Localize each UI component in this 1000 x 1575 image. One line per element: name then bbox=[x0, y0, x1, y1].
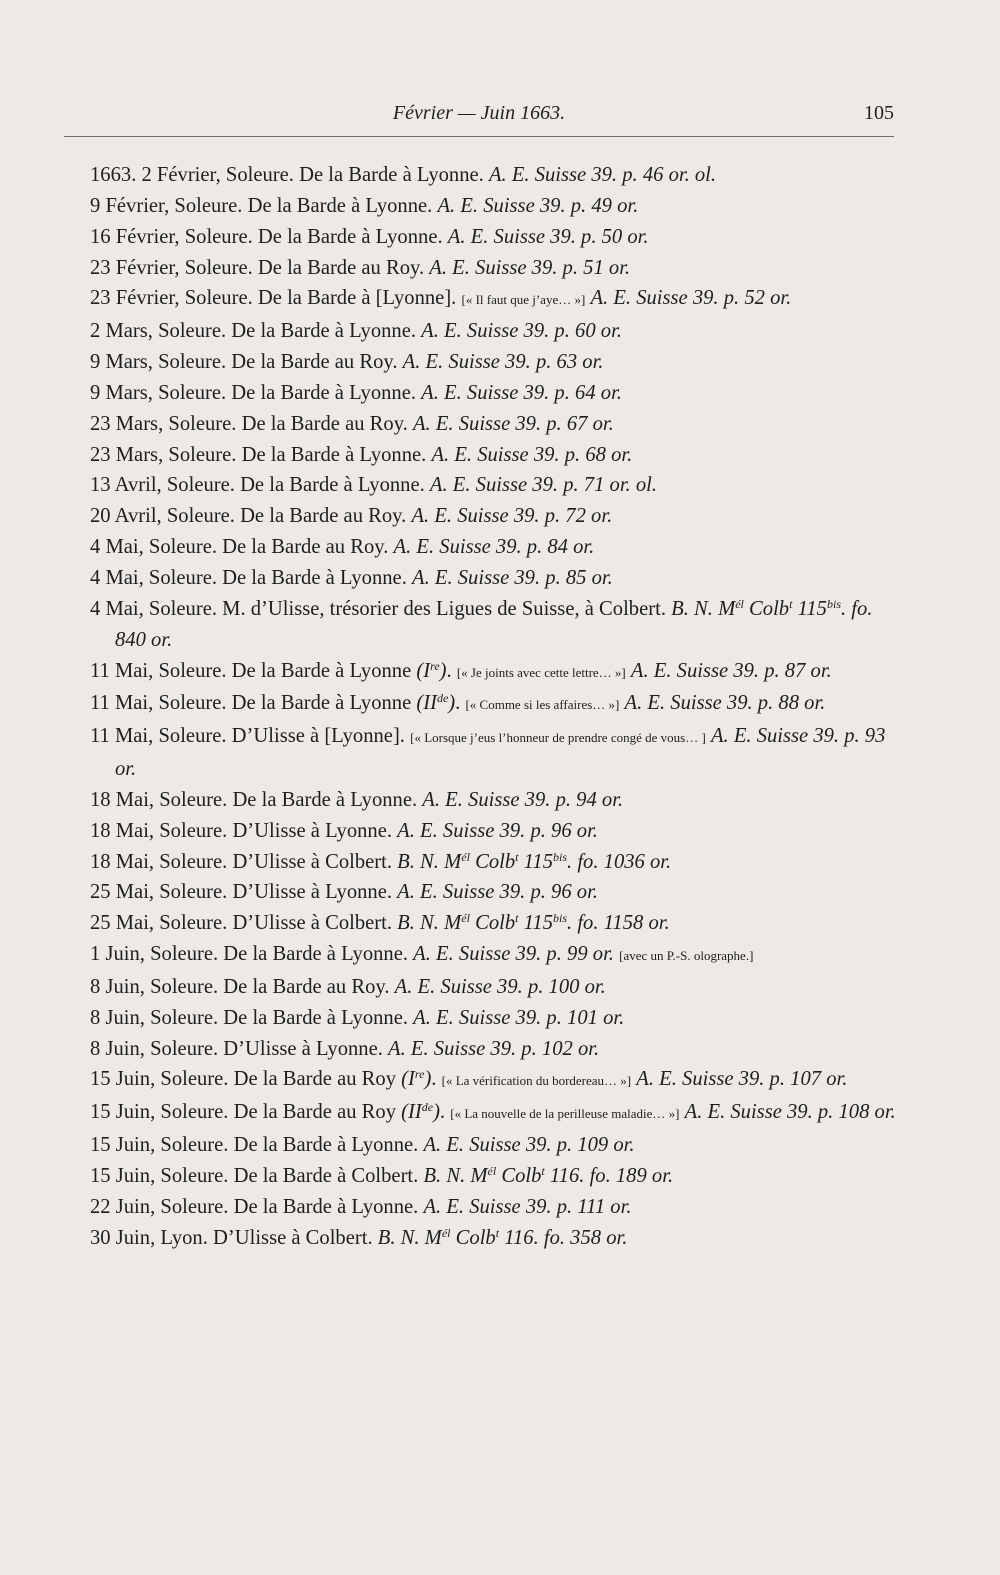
entry-citation: A. E. Suisse 39. p. 72 or. bbox=[411, 505, 613, 528]
register-entry bbox=[90, 939, 896, 972]
entry-citation: A. E. Suisse 39. p. 52 or. bbox=[590, 287, 792, 310]
entry-parties: De la Barde à Lyonne. bbox=[241, 443, 427, 466]
entry-place: Soleure. bbox=[184, 256, 258, 279]
entry-citation: A. E. Suisse 39. p. 50 or. bbox=[447, 225, 649, 248]
entry-date: 2 Mars, bbox=[90, 320, 159, 343]
entry-place: Soleure. bbox=[159, 912, 233, 935]
entry-parties: De la Barde à [Lyonne]. bbox=[257, 287, 457, 310]
entry-place: Soleure. bbox=[158, 725, 232, 748]
register-entry bbox=[90, 501, 896, 532]
entry-date: 15 Juin, bbox=[90, 1068, 161, 1091]
entry-citation: A. E. Suisse 39. p. 67 or. bbox=[412, 412, 614, 435]
entry-citation: A. E. Suisse 39. p. 63 or. bbox=[402, 351, 604, 374]
register-entry bbox=[90, 253, 896, 284]
entry-parties: De la Barde au Roy. bbox=[257, 256, 425, 279]
entry-place: Soleure. bbox=[160, 1165, 234, 1187]
entry-parties: De la Barde à Lyonne. bbox=[223, 943, 408, 966]
entry-parties: D’Ulisse à Colbert. bbox=[232, 850, 393, 873]
entry-parties: De la Barde au Roy. bbox=[223, 975, 390, 998]
entry-incipit: [« Il faut que j’aye… »] bbox=[461, 292, 586, 308]
entry-parties: De la Barde au Roy (IIde). bbox=[233, 1100, 446, 1124]
entry-citation: B. N. $M^{él}$ Colb$^t$ $115^{bis}$. fo. 1036 or. bbox=[397, 849, 672, 873]
entry-place: Soleure. bbox=[150, 1006, 224, 1029]
register-entry bbox=[90, 785, 896, 816]
register-entry bbox=[90, 1223, 896, 1254]
entry-place: Soleure. bbox=[158, 692, 232, 715]
entry-date: 11 Mai, bbox=[90, 659, 159, 682]
entry-citation: A. E. Suisse 39. p. 85 or. bbox=[412, 566, 613, 589]
entry-place: Soleure. bbox=[168, 412, 242, 435]
entry-date: 8 Juin, bbox=[90, 975, 151, 998]
entry-date: 1 Juin, bbox=[90, 943, 151, 966]
entry-citation: A. E. Suisse 39. p. 87 or. bbox=[630, 659, 832, 682]
entry-citation: B. N. $M^{él}$ Colb$^t$ $115^{bis}$. fo. 840 or. bbox=[115, 596, 873, 651]
entry-citation: A. E. Suisse 39. p. 100 or. bbox=[394, 975, 606, 998]
register-entry bbox=[90, 1003, 896, 1034]
entry-incipit: [« Comme si les affaires… »] bbox=[465, 697, 620, 713]
entry-place: Soleure. bbox=[150, 943, 224, 966]
entry-date: 8 Juin, bbox=[90, 1006, 151, 1029]
entry-place: Soleure. bbox=[158, 659, 232, 682]
entry-citation: A. E. Suisse 39. p. 64 or. bbox=[421, 381, 622, 404]
entry-place: Soleure. bbox=[148, 536, 223, 559]
entry-parties: De la Barde au Roy. bbox=[241, 412, 408, 435]
entry-place: Soleure. bbox=[160, 1101, 234, 1124]
entry-citation: A. E. Suisse 39. p. 108 or. bbox=[684, 1101, 896, 1124]
entry-parties: D’Ulisse à Lyonne. bbox=[223, 1037, 383, 1060]
page-number: 105 bbox=[864, 102, 894, 124]
register-entry bbox=[90, 1192, 896, 1223]
register-entry bbox=[90, 316, 896, 347]
entry-parties: D’Ulisse à Lyonne. bbox=[232, 881, 393, 904]
register-entry bbox=[90, 440, 896, 471]
entry-place: Lyon. bbox=[160, 1226, 214, 1249]
entry-place: Soleure. bbox=[160, 1068, 234, 1091]
entry-place: Soleure. bbox=[159, 819, 233, 842]
running-title: Février — Juin 1663. bbox=[392, 102, 566, 124]
entry-place: Soleure. bbox=[158, 351, 232, 374]
entry-date: 20 Avril, bbox=[90, 505, 167, 528]
entry-incipit: [« La nouvelle de la perilleuse maladie… »] bbox=[450, 1106, 680, 1122]
register-entry bbox=[90, 409, 896, 440]
entry-parties: De la Barde à Colbert. bbox=[233, 1165, 419, 1187]
entry-place: Soleure. bbox=[166, 505, 241, 528]
entry-parties: De la Barde à Lyonne (IIde). bbox=[231, 691, 461, 715]
entry-place: Soleure. bbox=[166, 474, 241, 497]
entry-citation: A. E. Suisse 39. p. 71 or. ol. bbox=[429, 474, 658, 497]
entry-place: Soleure. bbox=[150, 975, 224, 998]
register-entry bbox=[90, 908, 896, 939]
entry-place: Soleure. bbox=[159, 881, 233, 904]
register-entry bbox=[90, 1097, 896, 1130]
entry-parties: D’Ulisse à Lyonne. bbox=[232, 819, 393, 842]
entry-date: 25 Mai, bbox=[90, 881, 160, 904]
entry-citation: A. E. Suisse 39. p. 46 or. ol. bbox=[488, 164, 717, 186]
entry-parties: De la Barde à Lyonne. bbox=[299, 164, 484, 186]
entry-citation: A. E. Suisse 39. p. 102 or. bbox=[388, 1037, 600, 1060]
entry-parties: De la Barde au Roy. bbox=[231, 351, 398, 374]
register-entry bbox=[90, 656, 896, 689]
entry-date: 15 Juin, bbox=[90, 1101, 161, 1124]
entry-citation: B. N. $M^{él}$ Colb$^t$ 116. fo. 189 or. bbox=[423, 1164, 674, 1187]
entry-date: 18 Mai, bbox=[90, 788, 160, 811]
register-entry bbox=[90, 532, 896, 563]
entry-date: 23 Mars, bbox=[90, 443, 169, 466]
entry-date: 4 Mai, bbox=[90, 566, 149, 589]
entry-parties: De la Barde à Lyonne. bbox=[232, 788, 418, 811]
entry-citation: B. N. $M^{él}$ Colb$^t$ 116. fo. 358 or. bbox=[377, 1225, 628, 1249]
register-entry bbox=[90, 283, 896, 316]
entry-place: Soleure. bbox=[159, 788, 233, 811]
entry-parties: De la Barde à Lyonne. bbox=[247, 194, 433, 217]
register-entry bbox=[90, 222, 896, 253]
entry-date: 18 Mai, bbox=[90, 819, 160, 842]
entry-date: 18 Mai, bbox=[90, 850, 160, 873]
entry-date: 9 Février, bbox=[90, 194, 175, 217]
entry-citation: A. E. Suisse 39. p. 96 or. bbox=[397, 881, 598, 904]
register-entry bbox=[90, 1034, 896, 1065]
entry-place: Soleure. bbox=[168, 443, 242, 466]
header-rule bbox=[64, 136, 894, 137]
entry-citation: B. N. $M^{él}$ Colb$^t$ $115^{bis}$. fo. 1158 or. bbox=[397, 911, 670, 935]
entry-citation: A. E. Suisse 39. p. 51 or. bbox=[429, 256, 631, 279]
entry-place: Soleure. bbox=[159, 850, 233, 873]
register-entry bbox=[90, 160, 896, 191]
entry-place: Soleure. bbox=[160, 1134, 234, 1157]
entry-place: Soleure. bbox=[174, 194, 248, 217]
entry-parties: D’Ulisse à Colbert. bbox=[213, 1226, 373, 1249]
register-entry bbox=[90, 972, 896, 1003]
entry-date: 9 Mars, bbox=[90, 351, 159, 374]
entry-date: 23 Mars, bbox=[90, 412, 169, 435]
entry-parties: De la Barde au Roy. bbox=[222, 536, 389, 559]
entry-incipit: [« La vérification du bordereau… »] bbox=[441, 1073, 632, 1089]
register-entry bbox=[90, 1064, 896, 1097]
entry-parties: De la Barde au Roy. bbox=[240, 505, 407, 528]
entry-date: 1663. 2 Février, bbox=[90, 164, 226, 186]
entry-date: 23 Février, bbox=[90, 287, 185, 310]
entry-citation: A. E. Suisse 39. p. 96 or. bbox=[397, 819, 598, 842]
entry-date: 22 Juin, bbox=[90, 1195, 161, 1218]
entry-citation: A. E. Suisse 39. p. 101 or. bbox=[413, 1006, 625, 1029]
entry-date: 16 Février, bbox=[90, 225, 185, 248]
register-entry bbox=[90, 688, 896, 721]
entry-date: 4 Mai, bbox=[90, 597, 149, 620]
entry-place: Soleure. bbox=[225, 164, 300, 186]
entry-citation: A. E. Suisse 39. p. 94 or. bbox=[422, 788, 624, 811]
entry-citation: A. E. Suisse 39. p. 109 or. bbox=[423, 1134, 635, 1157]
entry-parties: De la Barde à Lyonne. bbox=[223, 1006, 408, 1029]
entry-parties: De la Barde à Lyonne. bbox=[233, 1134, 419, 1157]
entry-incipit: [« Lorsque j’eus l’honneur de prendre congé de vous… ] bbox=[410, 730, 706, 746]
register-entry bbox=[90, 563, 896, 594]
register-entry bbox=[90, 1130, 896, 1161]
entry-list bbox=[90, 160, 896, 1254]
entry-citation: A. E. Suisse 39. p. 49 or. bbox=[437, 194, 639, 217]
entry-citation: A. E. Suisse 39. p. 111 or. bbox=[423, 1195, 632, 1218]
entry-date: 11 Mai, bbox=[90, 692, 159, 715]
entry-date: 11 Mai, bbox=[90, 725, 159, 748]
entry-date: 23 Février, bbox=[90, 256, 185, 279]
entry-date: 8 Juin, bbox=[90, 1037, 151, 1060]
entry-parties: De la Barde à Lyonne (Ire). bbox=[231, 658, 452, 682]
entry-date: 30 Juin, bbox=[90, 1226, 161, 1249]
register-entry bbox=[90, 877, 896, 908]
entry-place: Soleure. bbox=[158, 320, 232, 343]
register-entry bbox=[90, 378, 896, 409]
register-entry bbox=[90, 594, 896, 656]
entry-place: Soleure. bbox=[184, 287, 258, 310]
register-entry bbox=[90, 470, 896, 501]
entry-parties: D’Ulisse à Colbert. bbox=[232, 912, 393, 935]
entry-date: 13 Avril, bbox=[90, 474, 167, 497]
running-header bbox=[64, 102, 894, 136]
entry-place: Soleure. bbox=[160, 1195, 234, 1218]
entry-parties: D’Ulisse à [Lyonne]. bbox=[231, 725, 405, 748]
entry-citation: A. E. Suisse 39. p. 60 or. bbox=[421, 320, 622, 343]
entry-citation: A. E. Suisse 39. p. 88 or. bbox=[624, 692, 826, 715]
entry-date: 15 Juin, bbox=[90, 1165, 161, 1187]
register-entry bbox=[90, 347, 896, 378]
entry-date: 4 Mai, bbox=[90, 536, 149, 559]
entry-place: Soleure. bbox=[148, 597, 223, 620]
entry-place: Soleure. bbox=[158, 381, 232, 404]
entry-parties: De la Barde à Lyonne. bbox=[231, 381, 416, 404]
register-entry bbox=[90, 816, 896, 847]
entry-place: Soleure. bbox=[150, 1037, 224, 1060]
entry-date: 15 Juin, bbox=[90, 1134, 161, 1157]
register-entry bbox=[90, 191, 896, 222]
entry-parties: De la Barde à Lyonne. bbox=[222, 566, 407, 589]
entry-citation: A. E. Suisse 39. p. 99 or. bbox=[413, 943, 614, 966]
entry-parties: De la Barde à Lyonne. bbox=[233, 1195, 419, 1218]
entry-place: Soleure. bbox=[184, 225, 258, 248]
register-entry bbox=[90, 721, 896, 785]
entry-place: Soleure. bbox=[148, 566, 223, 589]
entry-citation: A. E. Suisse 39. p. 107 or. bbox=[636, 1068, 848, 1091]
entry-parties: De la Barde au Roy (Ire). bbox=[233, 1067, 437, 1091]
entry-incipit: [« Je joints avec cette lettre… »] bbox=[456, 664, 626, 680]
entry-date: 25 Mai, bbox=[90, 912, 160, 935]
entry-date: 9 Mars, bbox=[90, 381, 159, 404]
register-entry bbox=[90, 847, 896, 878]
register-entry bbox=[90, 1161, 896, 1192]
entry-citation: A. E. Suisse 39. p. 84 or. bbox=[393, 536, 595, 559]
entry-note: [avec un P.-S. olographe.] bbox=[619, 948, 754, 964]
entry-parties: De la Barde à Lyonne. bbox=[240, 474, 425, 497]
entry-citation: A. E. Suisse 39. p. 68 or. bbox=[431, 443, 633, 466]
entry-parties: De la Barde à Lyonne. bbox=[257, 225, 443, 248]
entry-parties: M. d’Ulisse, trésorier des Ligues de Suisse, à Colbert. bbox=[222, 597, 666, 620]
entry-parties: De la Barde à Lyonne. bbox=[231, 320, 416, 343]
entry-citation: A. E. Suisse 39. p. 93 or. bbox=[115, 725, 886, 781]
